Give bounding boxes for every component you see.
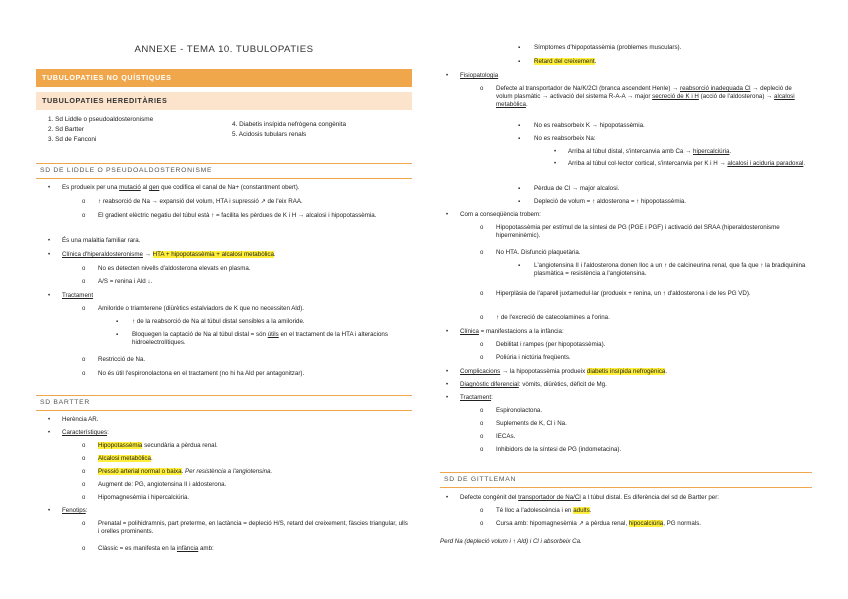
section-header-liddle: SD DE LIDDLE O PSEUDOALDOSTERONISME	[36, 163, 412, 179]
bartter-line: Arriba al túbul col·lector cortical, s'intercanvia per K i H → alcalosi i aciduria paradoxal.	[568, 160, 806, 167]
section-bar-tubulopaties: TUBULOPATIES NO QUÍSTIQUES	[36, 69, 412, 87]
bartter-line: Clàssic = es manifesta en la infància amb:	[98, 545, 214, 552]
bartter-line: L'angiotensina II i l'aldosterona donen lloc a un ↑ de calcineurina renal, que fa que ↑ la bradiquinina plasmàtica = resistència a l'angiotensina.	[534, 262, 806, 277]
gittleman-line: Té lloc a l'adolescència i en adults.	[496, 507, 592, 514]
liddle-line: ↑ reabsorció de Na → expansió del volum, HTA i supressió ↗ de l'eix RAA.	[98, 198, 303, 205]
bartter-line: Hiperplàsia de l'aparell juxtamedul·lar (produeix + renina, un ↑ d'aldosterona i de les PG VD).	[496, 290, 751, 297]
liddle-line: El gradient elèctric negatiu del túbul està ↑ = facilita les pèrdues de K i H → alcalosi i hipopotassèmia.	[98, 212, 377, 219]
bartter-line: Fenotips:	[62, 507, 88, 514]
section-header-gittleman: SD DE GITTLEMAN	[440, 472, 812, 488]
document-title: ANNEXE - TEMA 10. TUBULOPATIES	[134, 44, 314, 55]
bartter-line: Espironolactona.	[496, 407, 543, 414]
bartter-line: Arriba al túbul distal, s'intercanvia amb Ca → hipercalciúria.	[568, 148, 732, 155]
bartter-line: Poliúria i nictúria freqüents.	[496, 354, 571, 361]
liddle-line: Restricció de Na.	[98, 356, 146, 363]
gittleman-note: Perd Na (depleció volum i ↑ Ald) i Cl i absorbeix Ca.	[440, 538, 582, 545]
bartter-line: IECAs.	[496, 433, 516, 440]
bartter-line: Característiques:	[62, 429, 109, 436]
bartter-line: Debilitat i rampes (per hipopotassèmia).	[496, 341, 606, 348]
bartter-line: No es reabsorbeix Na:	[534, 135, 596, 142]
liddle-line: A/S = renina i Ald ↓.	[98, 278, 153, 285]
liddle-line: No es detecten nivells d'aldosterona elevats en plasma.	[98, 265, 251, 272]
gittleman-line: Defecte congènit del transportador de Na/Cl a l túbul distal. Es diferència del sd de Bartter per:	[460, 494, 720, 501]
bartter-line: Com a conseqüència trobem:	[460, 211, 541, 218]
bartter-line: Augment de: PG, angiotensina II i aldosterona.	[98, 481, 227, 488]
list-item: 5. Acidosis tubulars renals	[232, 131, 307, 138]
bartter-line: Clínica = manifestacions a la infància:	[460, 328, 564, 335]
liddle-line: Tractament	[62, 292, 94, 299]
bartter-line: Hipopotassèmia secundària a pèrdua renal.	[98, 442, 218, 449]
bartter-line: Hipomagnesèmia i hipercalciúria.	[98, 494, 190, 501]
bartter-line: Complicacions → la hipopotassèmia produeix diabetis insípida nefrogènica.	[460, 368, 668, 375]
liddle-line: És una malaltia familiar rara.	[62, 237, 141, 244]
liddle-line: Clínica d'hiperaldosteronisme → HTA + hipopotassèmia + alcalosi metabòlica.	[62, 251, 276, 258]
document-page: ANNEXE - TEMA 10. TUBULOPATIES TUBULOPATIES NO QUÍSTIQUES TUBULOPATIES HEREDITÀRIES 1. Sd Liddle o pseudoaldosteronisme 2. Sd Bartter 3. Sd de Fanconi 4. Diabetis insípida nefrògena congènita 5. Acidosis tubulars renals SD DE LIDDLE O PSEUDOALDOSTERONISME • Es produeix per una mutació al gen que codifica el canal de Na+ (constantment obert). o ↑ reabsorció de Na → expansió del volum, HTA i supressió ↗ de l'eix RAA. o El gradient elèctric negatiu del túbul està ↑ = facilita les pèrdues de K i H → alcalosi i hipopotassèmia. • És una malaltia familiar rara. • Clínica d'hiperaldosteronisme → HTA + hipopotassèmia + alcalosi metabòlica. o No es detecten nivells d'aldosterona elevats en plasma. o A/S = renina i Ald ↓. • Tractament o Amiloride o triamterene (diürètics estalviadors de K que no necessiten Ald). ▪ ↑ de la reabsorció de Na al túbul distal sensibles a la amiloride. ▪ Bloquegen la captació de Na al túbul distal = són útils en el tractament de la HTA i alteracions hidroelectrolítiques. o Restricció de Na. o No és útil l'espironolactona en el tractament (no hi ha Ald per antagonitzar). SD BARTTER • Herència AR. • Característiques: o Hipopotassèmia secundària a pèrdua renal. o Alcalosi metabòlica. o Pressió arterial normal o baixa. Per resistència a l'angiotensina. o Augment de: PG, angiotensina II i aldosterona. o Hipomagnesèmia i hipercalciúria. • Fenotips: o Prenatal = polihidramnis, part preterme, en lactància = depleció H/S, retard del creixement, fàscies triangular, ulls i orelles prominents. o Clàssic = es manifesta en la infància amb: ▪ Símptomes d'hipopotassèmia (problemes musculars). ▪ Retard del creixement. • Fisiopatologia o Defecte al transportador de Na/K/2Cl (branca ascendent Henle) → reabsorció inadequada Cl → depleció de volum plasmàtic → activació del sistema R-A-A → major secreció de K i H (acció de l'aldosterona) → alcalosi metabòlica. ▪ No es reabsorbeix K → hipopotassèmia. ▪ No es reabsorbeix Na: • Arriba al túbul distal, s'intercanvia amb Ca → hipercalciúria. • Arriba al túbul col·lector cortical, s'intercanvia per K i H → alcalosi i aciduria paradoxal. ▪ Pèrdua de Cl → major alcalosi. ▪ Depleció de volum = ↑ aldosterona = ↑ hipopotassèmia. • Com a conseqüència trobem: o Hipopotassèmia per estímul de la síntesi de PG (PGE i PGF) i activació del SRAA (hiperaldosteronisme hiperreninèmic). o No HTA. Disfunció plaquetària. ▪ L'angiotensina II i l'aldosterona donen lloc a un ↑ de calcineurina renal, que fa que ↑ la bradiquinina plasmàtica = resistència a l'angiotensina. o Hiperplàsia de l'aparell juxtamedul·lar (produeix + renina, un ↑ d'aldosterona i de les PG VD). o ↑ de l'excreció de catecolamines a l'orina. • Clínica = manifestacions a la infància: o Debilitat i rampes (per hipopotassèmia). o Poliúria i nictúria freqüents. • Complicacions → la hipopotassèmia produeix diabetis insípida nefrogènica. • Diagnòstic diferencial: vòmits, diürètics, dèficit de Mg. • Tractament: o Espironolactona. o Suplements de K, Cl i Na. o IECAs. o Inhibidors de la síntesi de PG (indometacina). SD DE GITTLEMAN • Defecte congènit del transportador de Na/Cl a l túbul distal. Es diferència del sd de Bartter per: o Té lloc a l'adolescència i en adults. o Cursa amb: hipomagnesèmia ↗ a pèrdua renal, hipocalciúria, PG normals. Perd Na (depleció volum i ↑ Ald) i Cl i absorbeix Ca.	[0, 0, 848, 599]
bartter-line: ↑ de l'excreció de catecolamines a l'orina.	[496, 314, 610, 321]
bartter-line: Diagnòstic diferencial: vòmits, diürètics, dèficit de Mg.	[460, 381, 607, 388]
section-bar-hereditaries: TUBULOPATIES HEREDITÀRIES	[36, 92, 412, 110]
liddle-line: Amiloride o triamterene (diürètics estalviadors de K que no necessiten Ald).	[98, 305, 305, 312]
bartter-line: Prenatal = polihidramnis, part preterme, en lactància = depleció H/S, retard del creixement, fàscies triangular, ulls i orelles prominents.	[98, 520, 408, 535]
bartter-line: Pèrdua de Cl → major alcalosi.	[534, 185, 620, 192]
liddle-line: Es produeix per una mutació al gen que codifica el canal de Na+ (constantment obert).	[62, 184, 300, 191]
bartter-line: Herència AR.	[62, 416, 99, 423]
liddle-line: Bloquegen la captació de Na al túbul distal = són útils en el tractament de la HTA i alteracions hidroelectrolítiques.	[132, 331, 388, 346]
list-item: 2. Sd Bartter	[48, 126, 84, 133]
bartter-line: Defecte al transportador de Na/K/2Cl (branca ascendent Henle) → reabsorció inadequada Cl → depleció de volum plasmàtic → activació del sistema R-A-A → major secreció de K i H (acció de l'aldosterona) → alcalosi metabòlica.	[496, 85, 795, 108]
bartter-line: Retard del creixement.	[534, 58, 597, 65]
bartter-line: Tractament:	[460, 394, 493, 401]
bartter-line: Símptomes d'hipopotassèmia (problemes musculars).	[534, 44, 682, 51]
bartter-line: Depleció de volum = ↑ aldosterona = ↑ hipopotassèmia.	[534, 198, 687, 205]
bartter-line: Inhibidors de la síntesi de PG (indometacina).	[496, 446, 622, 453]
list-item: 4. Diabetis insípida nefrògena congènita	[232, 121, 347, 128]
liddle-line: ↑ de la reabsorció de Na al túbul distal sensibles a la amiloride.	[132, 318, 305, 325]
bartter-line: No es reabsorbeix K → hipopotassèmia.	[534, 122, 645, 129]
bartter-line: Pressió arterial normal o baixa. Per resistència a l'angiotensina.	[98, 468, 273, 475]
bartter-line: No HTA. Disfunció plaquetària.	[496, 249, 581, 256]
bartter-line: Suplements de K, Cl i Na.	[496, 420, 567, 427]
gittleman-line: Cursa amb: hipomagnesèmia ↗ a pèrdua renal, hipocalciúria, PG normals.	[496, 520, 702, 527]
bartter-line: Hipopotassèmia per estímul de la síntesi de PG (PGE i PGF) i activació del SRAA (hiperaldosteronisme hiperreninèmic).	[496, 224, 780, 239]
liddle-line: No és útil l'espironolactona en el tractament (no hi ha Ald per antagonitzar).	[98, 370, 305, 377]
list-item: 3. Sd de Fanconi	[48, 136, 97, 143]
bartter-line: Fisiopatologia	[460, 72, 499, 79]
list-item: 1. Sd Liddle o pseudoaldosteronisme	[48, 116, 154, 123]
bartter-line: Alcalosi metabòlica.	[98, 455, 153, 462]
section-header-bartter: SD BARTTER	[36, 395, 412, 411]
